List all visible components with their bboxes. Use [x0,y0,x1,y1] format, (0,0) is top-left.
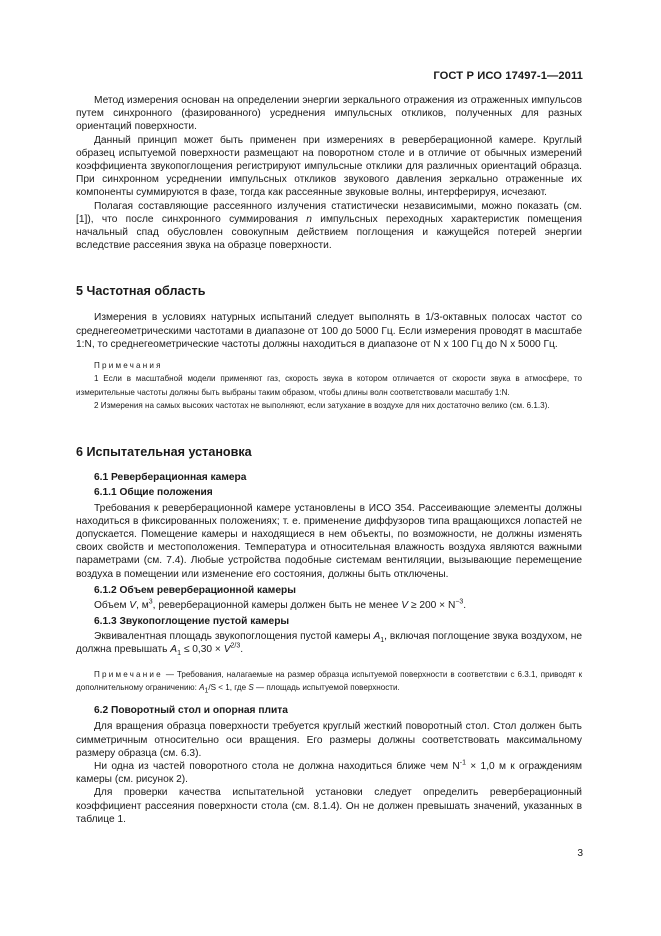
section-6-2-paragraph-1: Для вращения образца поверхности требуется круглый жесткий поворотный стол. Стол должен быть симметричным относительно оси вращения. Его размеры должны соответствовать максимальному размеру образца (см. 6.3). [76,721,582,759]
standard-header: ГОСТ Р ИСО 17497-1—2011 [433,70,583,82]
section-6-2-heading: 6.2 Поворотный стол и опорная плита [94,705,288,717]
note-2: 2 Измерения на самых высоких частотах не выполняют, если затухание в воздухе для них достаточно велико (см. 6.1.3). [94,401,550,411]
section-6-1-heading: 6.1 Реверберационная камера [94,471,247,483]
section-6-1-2-paragraph: Объем V, $м^3$, реверберационной камеры должен быть не менее $V \ge 200 \times N^{-3}$. [94,598,467,611]
section-5-heading: 5 Частотная область [76,284,206,299]
page-content [76,94,582,826]
section-6-2-paragraph-3: Для проверки качества испытательной установки следует определить реверберационный коэффициент рассеяния поверхности стола (см. 8.1.4). Он не должен превышать значений, указанных в таблице 1. [76,787,582,825]
section-6-1-2-heading: 6.1.2 Объем реверберационной камеры [94,584,296,596]
section-6-1-3-heading: 6.1.3 Звукопоглощение пустой камеры [94,616,290,628]
section-5-paragraph: Измерения в условиях натурных испытаний следует выполнять в 1/3-октавных полосах частот со среднегеометрическими частотами в диапазоне от 100 до 5000 Гц. Если измерения проводят в масштабе 1:N, то среднегеометрические частоты должны находиться в диапазоне от N x 100 Гц до N x 5000 Гц. [76,312,582,350]
section-6-heading: 6 Испытательная установка [76,444,252,459]
page-number: 3 [577,848,583,859]
section-6-1-3-note: Примечание — Требования, налагаемые на размер образца испытуемой поверхности в соответствии с 6.3.1, приводят к дополнительному ограничению: $A_1/S < 1$, где S — площадь испытуемой поверхности. [76,669,582,695]
section-6-1-3-paragraph: Эквивалентная площадь звукопоглощения пустой камеры $A_1$, включая поглощение звука воздухом, не должна превышать $A_1 \le 0,30 \times V^{2/3}$. [76,631,582,658]
intro-paragraph-3: Полагая составляющие рассеянного излучения статистически независимыми, можно показать (см. [1]), что после синхронного суммирования n импульсных переходных характеристик помещения начальный спад обусловлен совокупным действием поглощения и кажущейся потерей энергии вследствие рассеяния звука на образце поверхности. [76,200,582,252]
section-6-1-1-heading: 6.1.1 Общие положения [94,486,213,498]
intro-paragraph-1: Метод измерения основан на определении энергии зеркального отражения из отраженных импульсов путем синхронного (фазированного) усреднения импульсных откликов, полученных для разных ориентаций поверхности. [76,95,582,133]
section-6-2-paragraph-2: Ни одна из частей поворотного стола не должна находиться ближе чем $N^{-1} \times 1,0$ м к ограждениям камеры (см. рисунок 2). [76,759,583,786]
intro-paragraph-2: Данный принцип может быть применен при измерениях в реверберационной камере. Круглый образец испытуемой поверхности размещают на поворотном столе и в отличие от обычных измерений коэффициента звукопоглощения регистрируют импульсные отклики для различных ориентаций образца. При синхронном усреднении импульсных откликов звукового давления зеркально отраженные их компоненты суммируются в фазе, тогда как рассеянные звуковые волны, интерферируя, исчезают. [76,134,582,199]
notes-label: Примечания [94,361,163,371]
note-1: 1 Если в масштабной модели применяют газ, скорость звука в котором отличается от скорости звука в атмосфере, то измерительные частоты должны быть выбраны таким образом, чтобы длины волн соответствовали масштабу 1:N. [76,374,582,397]
section-6-1-1-paragraph: Требования к реверберационной камере установлены в ИСО 354. Рассеивающие элементы должны находиться в фиксированных положениях; т. е. применение диффузоров типа вращающихся лопастей не допускается. Помещение камеры и находящиеся в нем объекты, по возможности, не должны изменять своих свойств и местоположения. Температура и относительная влажность воздуха являются важными параметрами (см. 7.4). Любые устройства подобные системам вентиляции, вызывающие перемещение воздуха в помещении или изменение его состояния, должны быть отключены. [76,502,582,580]
